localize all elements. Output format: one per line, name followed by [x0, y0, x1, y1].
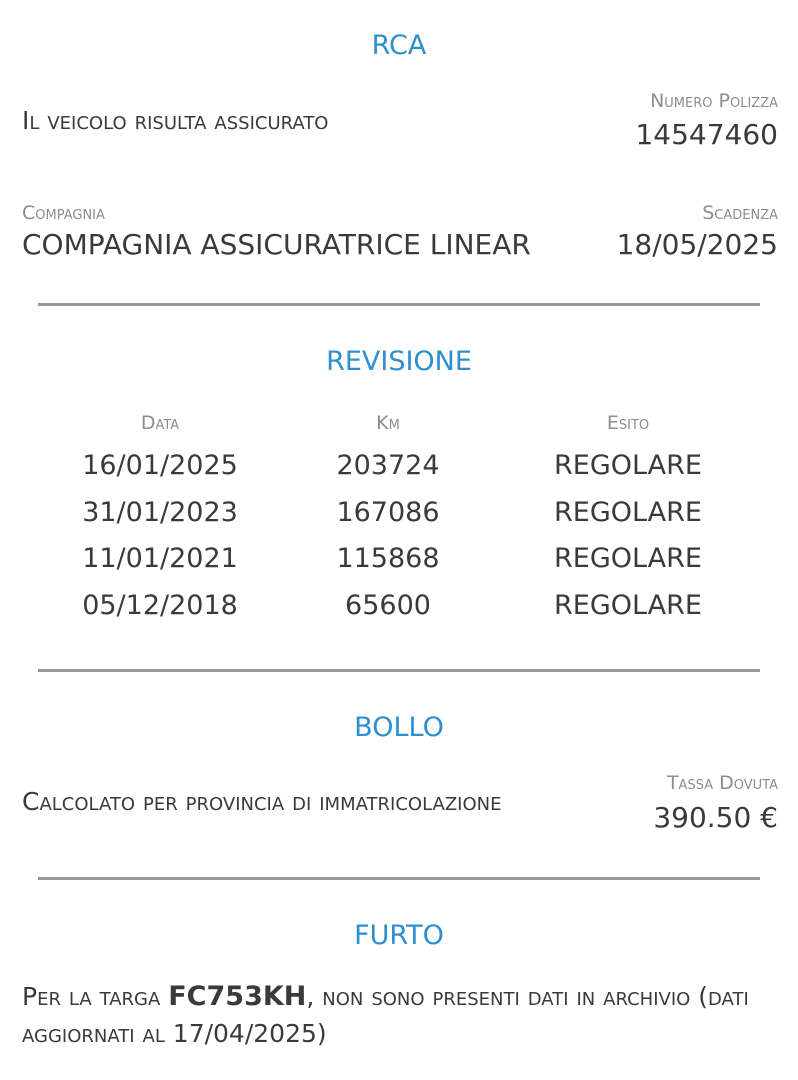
expiry-label: Scadenza — [702, 202, 778, 224]
table-row — [0, 590, 798, 637]
column-header-data: Data — [140, 412, 180, 434]
tax-label: Tassa Dovuta — [666, 772, 778, 794]
cell-esito: REGOLARE — [554, 450, 702, 481]
furto-text-suffix: , non sono presenti dati in archivio (dati aggiornati al 17/04/2025) — [22, 982, 749, 1048]
company-label: Compagnia — [22, 202, 105, 224]
cell-data: 11/01/2021 — [82, 543, 238, 574]
bollo-description: Calcolato per provincia di immatricolazione — [22, 787, 502, 816]
cell-esito: REGOLARE — [554, 543, 702, 574]
table-row — [0, 450, 798, 497]
policy-number: 14547460 — [635, 118, 778, 151]
bollo-title: BOLLO — [354, 712, 444, 743]
column-header-esito: Esito — [606, 412, 650, 434]
policy-number-label: Numero Polizza — [650, 90, 778, 112]
cell-esito: REGOLARE — [554, 590, 702, 621]
divider — [38, 669, 760, 672]
cell-esito: REGOLARE — [554, 497, 702, 528]
furto-text-prefix: Per la targa — [22, 982, 169, 1011]
furto-title: FURTO — [354, 920, 444, 951]
cell-data: 05/12/2018 — [82, 590, 238, 621]
license-plate: FC753KH — [168, 981, 307, 1012]
company-name: COMPAGNIA ASSICURATRICE LINEAR — [22, 228, 531, 261]
cell-km: 203724 — [336, 450, 440, 481]
table-row — [0, 497, 798, 544]
cell-data: 31/01/2023 — [82, 497, 238, 528]
divider — [38, 877, 760, 880]
rca-title: RCA — [371, 30, 427, 61]
divider — [38, 303, 760, 306]
table-row — [0, 543, 798, 590]
cell-km: 65600 — [345, 590, 431, 621]
expiry-date: 18/05/2025 — [616, 228, 778, 261]
column-header-km: Km — [376, 412, 400, 434]
rca-status: Il veicolo risulta assicurato — [22, 106, 329, 135]
cell-km: 115868 — [336, 543, 440, 574]
revisione-title: REVISIONE — [326, 346, 472, 377]
cell-km: 167086 — [336, 497, 440, 528]
furto-text — [22, 978, 762, 1052]
cell-data: 16/01/2025 — [82, 450, 238, 481]
tax-amount: 390.50 € — [653, 801, 778, 834]
